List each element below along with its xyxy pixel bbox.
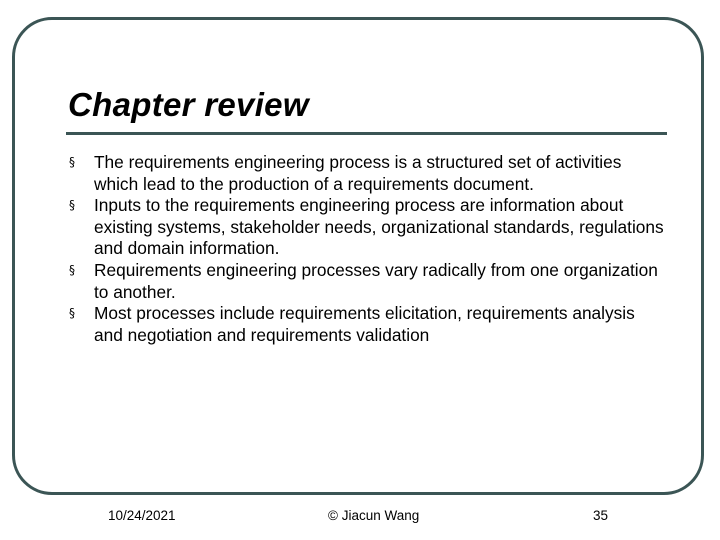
- footer-author: © Jiacun Wang: [328, 508, 420, 523]
- bullet-marker-icon: §: [69, 262, 75, 277]
- bullet-marker-icon: §: [69, 198, 75, 213]
- title-divider: [66, 132, 667, 135]
- bullet-marker-icon: §: [69, 306, 75, 321]
- bullet-item: [58, 260, 668, 303]
- bullet-text: Inputs to the requirements engineering process are information about existing systems, stakeholder needs, organizational standards, regulations and domain information.: [94, 195, 664, 259]
- slide-title: Chapter review: [68, 86, 309, 123]
- bullet-item: [58, 303, 668, 346]
- bullet-marker-icon: §: [69, 155, 75, 169]
- bullet-text: Requirements engineering processes vary radically from one organization to another.: [94, 259, 658, 302]
- footer-page-number: 35: [593, 508, 609, 523]
- bullet-text: Most processes include requirements elicitation, requirements analysis and negotiation and requirements validation: [94, 303, 635, 345]
- bullet-item: [58, 152, 668, 195]
- bullet-list: [58, 152, 668, 346]
- bullet-text: The requirements engineering process is a structured set of activities which lead to the production of a requirements document.: [94, 152, 622, 194]
- bullet-item: [58, 195, 668, 260]
- footer-date: 10/24/2021: [108, 508, 176, 523]
